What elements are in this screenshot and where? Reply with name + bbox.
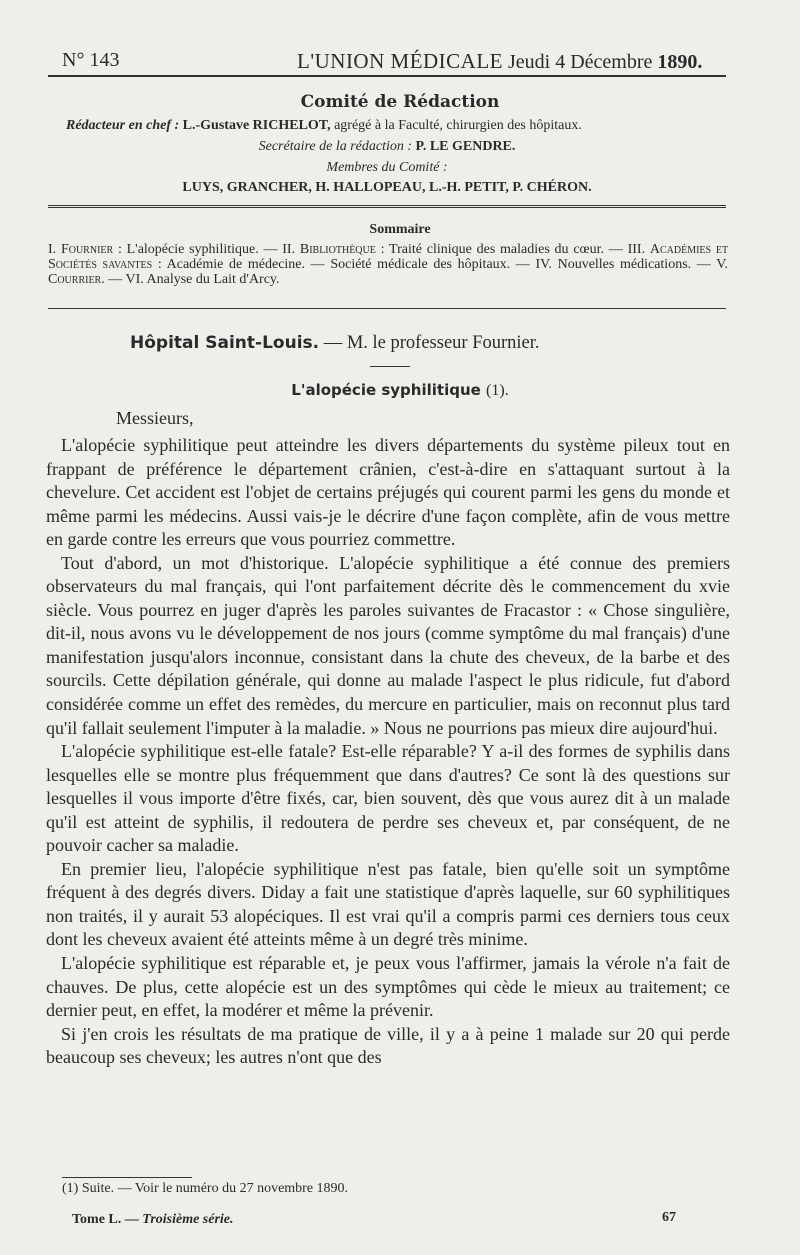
salutation: Messieurs, <box>116 408 194 428</box>
summary-item <box>535 257 716 272</box>
title-divider <box>370 366 410 367</box>
paragraph: L'alopécie syphilitique est-elle fatale? Est-elle réparable? Y a-il des formes de syphilis dans lesquelles elle se montre plus fréquemment que dans d'autres? Ce sont là des questions sur lesquelles il vous importe d'être fixés, car, bien souvent, dès que vous aurez dit à un malade qu'il est atteint de syphilis, il redoutera de perdre ses cheveux et, par conséquent, de ne pouvoir cacher sa maladie. <box>46 741 730 856</box>
members-label-line <box>48 160 726 176</box>
summary-title: Sommaire <box>369 222 431 237</box>
editor-name: L.-Gustave RICHELOT, <box>182 118 331 133</box>
paragraph: L'alopécie syphilitique peut atteindre les divers départements du système pileux tout en frappant de préférence le département crânien, c'est-à-dire en s'attaquant surtout à la chevelure. Cet accident est l'objet de certains préjugés qui courent parmi les gens du monde et même parmi les médecins. Aussi vais-je le décrire d'une façon complète, afin de vous mettre en garde contre les erreurs que vous pourriez commettre. <box>46 435 730 550</box>
paragraph: Si j'en crois les résultats de ma pratique de ville, il y a à peine 1 malade sur 20 qui perde beaucoup ses cheveux; les autres n'ont que des <box>46 1023 730 1068</box>
summary-item-text: : Académie de médecine. — Société médicale des hôpitaux. — <box>157 257 536 272</box>
hospital-name: Hôpital Saint-Louis. <box>130 333 320 353</box>
header-rule <box>48 75 726 77</box>
committee-title: Comité de Rédaction <box>300 92 500 112</box>
footnote: (1) Suite. — Voir le numéro du 27 novembre 1890. <box>62 1181 349 1196</box>
summary-item-text: Analyse du Lait d'Arcy. <box>146 272 280 287</box>
secretary-name: P. LE GENDRE. <box>415 139 516 154</box>
summary-rule <box>48 308 726 309</box>
footnote-rule <box>62 1177 192 1178</box>
editor-line <box>66 118 726 134</box>
article-title <box>0 381 800 400</box>
journal-title: L'UNION MÉDICALE <box>297 49 504 73</box>
summary-item <box>282 242 627 257</box>
members-label: Membres du Comité : <box>326 160 448 175</box>
secretary-label: Secrétaire de la rédaction : <box>258 139 413 154</box>
summary-item <box>48 242 282 257</box>
paragraph: L'alopécie syphilitique est réparable et, je peux vous l'affirmer, jamais la vérole n'a fait de chauves. De plus, cette alopécie est un des symptômes qui cède le mieux au traitement; ce dernier peut, en effet, la modérer et même la prévenir. <box>46 953 730 1021</box>
summary-item-num: II. <box>282 242 296 257</box>
summary-item-text: : L'alopécie syphilitique. — <box>117 242 283 257</box>
summary-item-author: Académies et Sociétés savantes <box>48 242 729 272</box>
page-number: 67 <box>662 1210 676 1225</box>
summary-item-author: Fournier <box>60 242 114 257</box>
hospital-heading <box>130 333 540 354</box>
summary-item <box>125 272 279 287</box>
committee-rule <box>48 205 726 210</box>
volume-number: Tome L. — <box>72 1212 139 1227</box>
summary-item-num: V. <box>716 257 728 272</box>
secretary-line <box>48 139 726 155</box>
summary-item-text: : Traité clinique des maladies du cœur. — <box>380 242 628 257</box>
issue-year: 1890. <box>657 51 703 73</box>
article-title-note: (1). <box>486 382 509 399</box>
issue-date <box>508 51 702 74</box>
summary-text <box>48 242 728 287</box>
summary-item-text: . — <box>101 272 126 287</box>
article-title-text: L'alopécie syphilitique <box>291 381 481 399</box>
editor-label: Rédacteur en chef : <box>66 118 180 133</box>
paragraph: Tout d'abord, un mot d'historique. L'alopécie syphilitique a été connue des premiers observateurs du mal français, qui l'ont parfaitement décrite dès le commencement du xvie siècle. Vous pourrez en juger d'après les paroles suivantes de Fracastor : « Chose singulière, dit-il, nous avons vu le développement de nos jours (comme symptôme du mal français) d'une manifestation jusqu'alors inconnue, consistant dans la chute des cheveux, de la barbe et des sourcils. Cette dépilation générale, qui donne au malade l'aspect le plus ridicule, fut d'abord considérée comme un effet des remèdes, du mercure en particulier, mais on reconnut plus tard qu'il fallait seulement l'imputer à la maladie. » Nous ne pourrions pas mieux dire aujourd'hui. <box>46 552 730 738</box>
summary-item-num: III. <box>627 242 646 257</box>
members-line: LUYS, GRANCHER, H. HALLOPEAU, L.-H. PETIT, P. CHÉRON. <box>182 180 592 195</box>
series-info: Troisième série. <box>142 1212 234 1227</box>
summary-item-num: VI. <box>125 272 144 287</box>
paragraph: En premier lieu, l'alopécie syphilitique n'est pas fatale, bien qu'elle soit un symptôme fréquent à des degrés divers. Diday a fait une statistique d'après laquelle, sur 60 syphilitiques non traités, il y aurait 53 alopéciques. Il est vrai qu'il a compris parmi ces derniers tous ceux dont les cheveux avaient été atteints même à un degré très minime. <box>46 858 730 950</box>
professor-name: — M. le professeur Fournier. <box>323 333 540 353</box>
summary-item-num: I. <box>48 242 57 257</box>
summary-item-author: Courrier <box>48 272 102 287</box>
issue-number: N° 143 <box>62 49 120 71</box>
volume-info <box>72 1212 234 1228</box>
summary-item-text: Nouvelles médications. — <box>557 257 717 272</box>
editor-desc: agrégé à la Faculté, chirurgien des hôpitaux. <box>334 118 582 133</box>
issue-date-text: Jeudi 4 Décembre <box>508 51 653 73</box>
summary-item-author: Bibliothèque <box>299 242 376 257</box>
article-body <box>46 434 730 1070</box>
summary-item-num: IV. <box>535 257 552 272</box>
